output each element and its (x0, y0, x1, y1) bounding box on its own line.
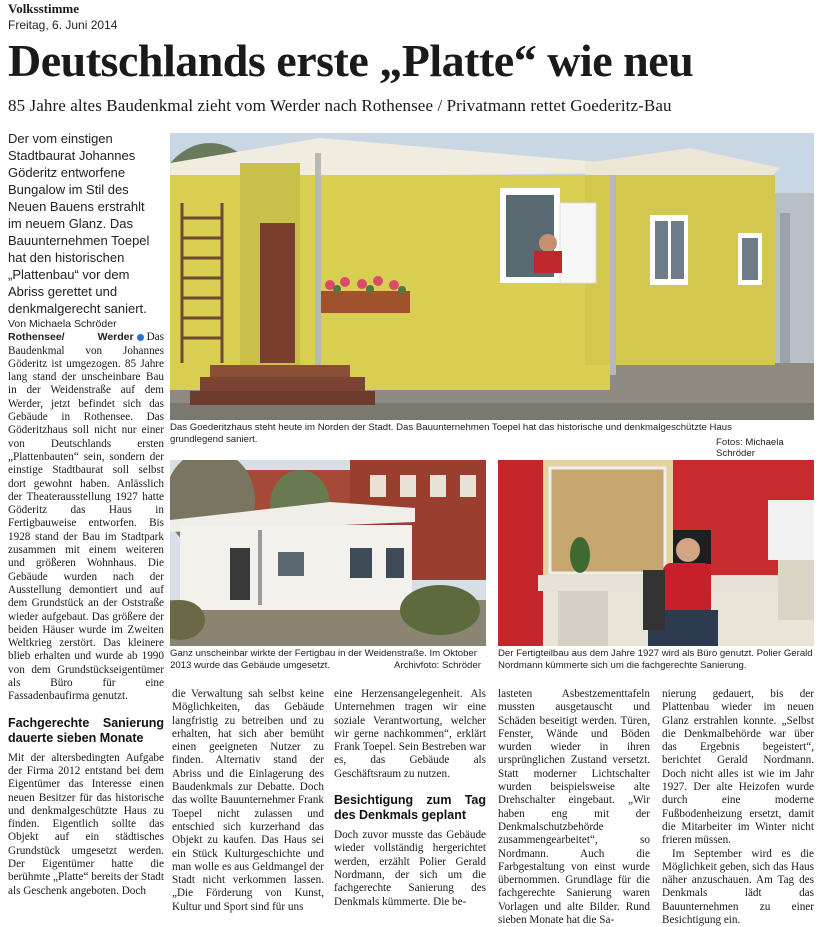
photo-old-building (170, 460, 486, 646)
byline: Von Michaela Schröder (8, 318, 117, 330)
article-column-2 (172, 688, 324, 914)
article-column-5 (662, 688, 814, 927)
photo-old-caption: Ganz unscheinbar wirkte der Fertigbau in der Weidenstraße. Im Oktober 2013 wurde das Gebäude umgesetzt. (170, 648, 477, 671)
photo-main-credit: Fotos: Michaela Schröder (716, 437, 784, 459)
photo-old-credit: Archivfoto: Schröder (394, 660, 481, 671)
article-headline: Deutschlands erste „Platte“ wie neu (8, 35, 694, 86)
photo-office-caption: Der Fertigteilbau aus dem Jahre 1927 wird als Büro genutzt. Polier Gerald Nordmann kümmerte sich um die fachgerechte Sanierung. (498, 648, 813, 671)
body-text: Doch zuvor musste das Gebäude wieder vollständig hergerichtet werden, erzählt Polier Gerald Nordmann, der sich um die fachgerechte Sanierung des Denkmals kümmerte. Die be- (334, 829, 486, 908)
body-text: Mit der altersbedingten Aufgabe der Firma 2012 entstand bei dem Eigentümer das Interesse einen neuen Besitzer für das historische und denkmalgeschützte Haus zu finden. Eigentlich sollte das Objekt auf ein städtisches Grundstück umgesetzt werden. Der Eigentümer hatte die berühmte „Platte“ bereits der Stadt als Geschenk angeboten. Doch (8, 751, 164, 897)
body-text: nierung gedauert, bis der Plattenbau wieder im neuen Glanz erstrahlen konnte. „Selbst die Denkmalbehörde war über das Ergebnis begeistert“, berichtet Gerald Nordmann. Doch nicht alles ist wie im Jahr 1927. Der alte Heizofen wurde durch eine moderne Fußbodenheizung ersetzt, damit die Mitarbeiter im Winter nicht frieren müssen. (662, 688, 814, 847)
article-intro: Der vom einstigen Stadtbaurat Johannes Göderitz entworfene Bungalow im Stil des Neuen Bauens erstrahlt im neuem Glanz. Das Bauunternehmen Toepel hat den historischen „Plattenbau“ vor dem Abriss gerettet und denkmalgerecht saniert. (8, 131, 150, 316)
bullet-dot-icon (137, 334, 144, 341)
section-subheading: Besichtigung zum Tag des Denkmals geplant (334, 793, 486, 823)
article-column-4 (498, 688, 650, 927)
article-subheadline: 85 Jahre altes Baudenkmal zieht vom Werder nach Rothensee / Privatmann rettet Goederitz-Bau (8, 96, 672, 115)
body-text: Das Baudenkmal von Johannes Göderitz ist umgezogen. 85 Jahre lang stand der unscheinbare Bau in der Weidenstraße auf dem Werder, jetzt befindet sich das Gebäude in Rothensee. Das Göderitzhaus soll nicht nur einer von Deutschlands ersten „Plattenbauten“ sein, sondern der einstige Stadtbaurat soll selbst dort gewohnt haben. Anlässlich der Theaterausstellung 1927 hatte Göderitz das Haus in Fertigbauweise entworfen. Bis 1928 stand der Bau im Stadtpark zusammen mit einem weiteren und größeren Wohnhaus. Die Gebäude wurden nach der Ausstellung demontiert und auf dem Grundstück an der Oststraße wieder aufgebaut. Das größere der beiden Häuser wurde im Zweiten Weltkrieg zerstört. Das kleinere blieb erhalten und wurde ab 1990 von dem Grundstückseigentümer als Büro für eine Fassadenbaufirma genutzt. (8, 331, 164, 703)
section-subheading: Fachgerechte Sanierung dauerte sieben Monate (8, 715, 164, 745)
photo-office-interior (498, 460, 814, 646)
issue-date: Freitag, 6. Juni 2014 (8, 18, 118, 32)
body-text: die Verwaltung sah selbst keine Möglichkeiten, das Gebäude langfristig zu betreiben und zu erhalten, hat sich aber bemüht einen geeigneten Nutzer zu finden. Alternativ stand der Abriss und die Einlagerung des Baudenkmals zur Debatte. Doch das wollte Bauunternehmer Frank Toepel nicht zulassen und entschied sich kurzerhand das Objekt zu kaufen. Das Haus sei ein Stück Kulturgeschichte und man wolle es aus Geldmangel der Stadt nicht verkommen lassen. „Die Förderung von Kunst, Kultur und Sport sind für uns (172, 688, 324, 913)
body-text: eine Herzensangelegenheit. Als Unternehmen tragen wir eine soziale Verantwortung, welcher wir gerne nachkommen“, erklärt Frank Toepel. Sein Bestreben war es, das Gebäude als Geschäftsraum zu nutzen. (334, 688, 486, 780)
photo-main-caption: Das Goederitzhaus steht heute im Norden der Stadt. Das Bauunternehmen Toepel hat das historische und denkmalgeschützte Haus grundlegend saniert. (170, 422, 732, 445)
article-column-3 (334, 688, 486, 909)
body-text: lasteten Asbestzementtafeln mussten ausgetauscht und Schäden beseitigt werden. Türen, Fenster, Wände und Böden wurden wieder in ihren ursprünglichen Zustand versetzt. Statt moderner Lichtschalter wurden beispielsweise alte Drehschalter eingebaut. „Wir haben eng mit der Denkmalschutzbehörde zusammengearbeitet“, so Nordmann. Auch die Farbgestaltung von einst wurde übernommen. Grundlage für die fachgerechte Sanierung waren Vorlagen und alte Bilder. Rund sieben Monate hat die Sa- (498, 688, 650, 927)
article-column-1 (8, 318, 164, 898)
dateline-place: Rothensee/ Werder (8, 331, 134, 344)
photo-goederitzhaus (170, 133, 814, 420)
body-text: Im September wird es die Möglichkeit geben, sich das Haus näher anzuschauen. Am Tag des Denkmals lädt das Bauunternehmen zu einer Besichtigung ein. (662, 847, 814, 927)
newspaper-masthead: Volksstimme (8, 1, 80, 16)
